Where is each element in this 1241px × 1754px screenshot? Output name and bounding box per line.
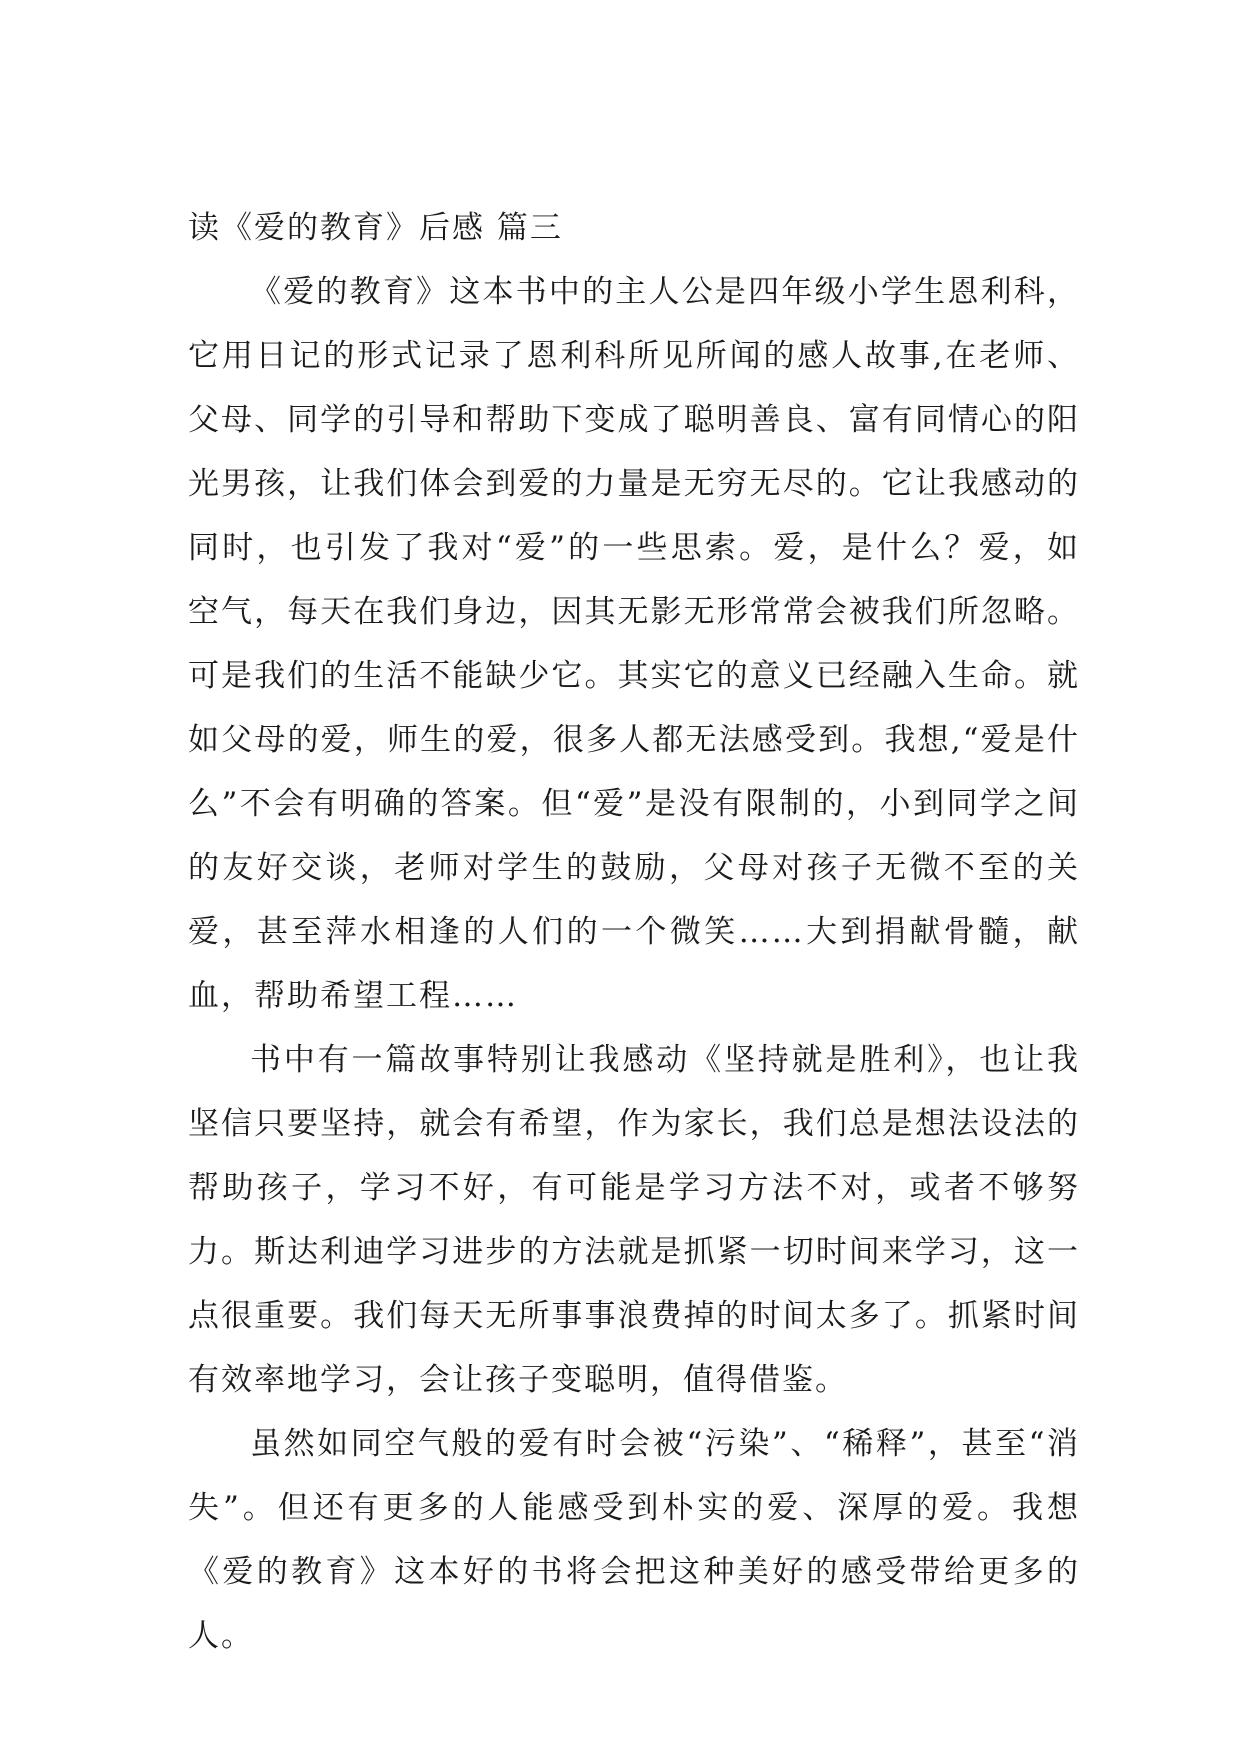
paragraph-3: 虽然如同空气般的爱有时会被“污染”、“稀释”，甚至“消失”。但还有更多的人能感受到朴实的爱、深厚的爱。我想《爱的教育》这本好的书将会把这种美好的感受带给更多的人。 [188,1426,1080,1654]
document-body [188,196,1080,1668]
document-title: 读《爱的教育》后感 篇三 [188,210,563,246]
paragraph-1: 《爱的教育》这本书中的主人公是四年级小学生恩利科，它用日记的形式记录了恩利科所见所闻的感人故事,在老师、父母、同学的引导和帮助下变成了聪明善良、富有同情心的阳光男孩，让我们体会到爱的力量是无穷无尽的。它让我感动的同时，也引发了我对“爱”的一些思索。爱，是什么？爱，如空气，每天在我们身边，因其无影无形常常会被我们所忽略。可是我们的生活不能缺少它。其实它的意义已经融入生命。就如父母的爱，师生的爱，很多人都无法感受到。我想,“爱是什么”不会有明确的答案。但“爱”是没有限制的，小到同学之间的友好交谈，老师对学生的鼓励，父母对孩子无微不至的关爱，甚至萍水相逢的人们的一个微笑……大到捐献骨髓，献血，帮助希望工程…… [188,274,1080,1014]
paragraph-2: 书中有一篇故事特别让我感动《坚持就是胜利》，也让我坚信只要坚持，就会有希望，作为家长，我们总是想法设法的帮助孩子，学习不好，有可能是学习方法不对，或者不够努力。斯达利迪学习进步的方法就是抓紧一切时间来学习，这一点很重要。我们每天无所事事浪费掉的时间太多了。抓紧时间有效率地学习，会让孩子变聪明，值得借鉴。 [188,1042,1080,1398]
